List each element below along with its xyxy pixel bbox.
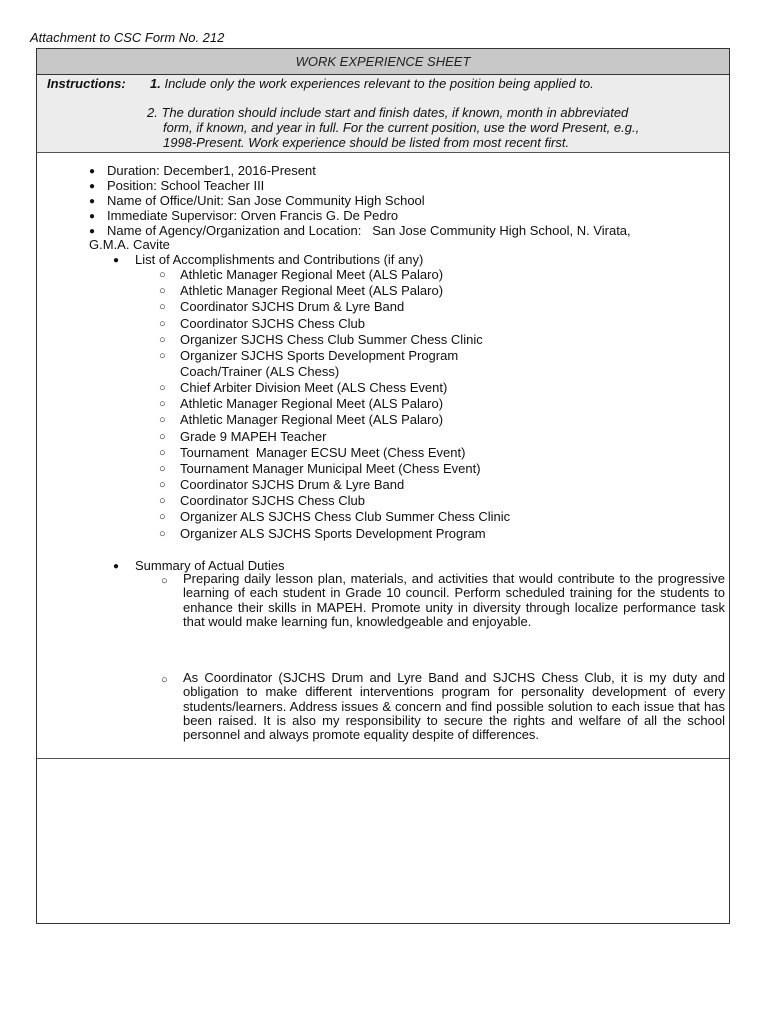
circle-bullet-icon: ○ [159, 350, 166, 362]
sheet-title: WORK EXPERIENCE SHEET [37, 49, 729, 75]
accomplishment-item: Tournament Manager Municipal Meet (Chess Event) [180, 461, 481, 476]
instruction-item-1 [150, 76, 594, 91]
detail-office: Name of Office/Unit: San Jose Community High School [107, 193, 425, 208]
accomplishment-item: Chief Arbiter Division Meet (ALS Chess Event) [180, 380, 448, 395]
accomplishments-heading: List of Accomplishments and Contributions (if any) [135, 252, 424, 267]
bullet-icon: ● [113, 255, 120, 266]
circle-bullet-icon: ○ [159, 414, 166, 426]
circle-bullet-icon: ○ [161, 575, 168, 587]
instruction-item-1-number: 1. [150, 76, 161, 91]
accomplishment-item: Organizer SJCHS Sports Development Program [180, 348, 459, 363]
accomplishment-item: Coordinator SJCHS Chess Club [180, 493, 365, 508]
accomplishment-item: Coordinator SJCHS Drum & Lyre Band [180, 477, 405, 492]
duty-paragraph-coordinator: As Coordinator (SJCHS Drum and Lyre Band and SJCHS Chess Club, it is my duty and obligation to make different interventions program for personality development of every students/learners. Address issues & concern and find possible solution to each issue that has been raised. It is also my responsibility to secure the rights and welfare of all the school personnel and always promote equality despite of differences. [183, 670, 725, 743]
circle-bullet-icon: ○ [161, 674, 168, 686]
work-experience-entry [37, 153, 729, 759]
instructions-label: Instructions: [47, 76, 126, 91]
circle-bullet-icon: ○ [159, 447, 166, 459]
duty-paragraph-teaching: Preparing daily lesson plan, materials, and activities that would contribute to the progressive learning of each student in Grade 10 council. Perform scheduled training for the students to enhance their skills in MAPEH. Promote unity in diversity through localize performance task that would make learning fun, knowledgeable and enjoyable. [183, 571, 725, 629]
detail-agency: Name of Agency/Organization and Location: San Jose Community High School, N. Virata, [107, 223, 631, 238]
bullet-icon: ● [89, 196, 96, 207]
bullet-icon: ● [89, 181, 96, 192]
bullet-icon: ● [89, 211, 96, 222]
instruction-item-1-text: Include only the work experiences relevant to the position being applied to. [164, 76, 594, 91]
accomplishment-item: Grade 9 MAPEH Teacher [180, 429, 327, 444]
accomplishment-item: Coordinator SJCHS Drum & Lyre Band [180, 299, 405, 314]
detail-duration: Duration: December1, 2016-Present [107, 163, 316, 178]
circle-bullet-icon: ○ [159, 318, 166, 330]
accomplishment-item-continued: Coach/Trainer (ALS Chess) [180, 364, 340, 379]
accomplishment-item: Organizer SJCHS Chess Club Summer Chess Clinic [180, 332, 483, 347]
empty-entry-area [37, 759, 729, 923]
detail-agency-location: G.M.A. Cavite [89, 237, 170, 252]
detail-position: Position: School Teacher III [107, 178, 265, 193]
circle-bullet-icon: ○ [159, 334, 166, 346]
accomplishment-item: Tournament Manager ECSU Meet (Chess Event) [180, 445, 466, 460]
attachment-label: Attachment to CSC Form No. 212 [30, 30, 225, 45]
accomplishment-item: Athletic Manager Regional Meet (ALS Palaro) [180, 412, 444, 427]
circle-bullet-icon: ○ [159, 431, 166, 443]
accomplishment-item: Organizer ALS SJCHS Chess Club Summer Chess Clinic [180, 509, 511, 524]
instructions-box [37, 75, 729, 153]
circle-bullet-icon: ○ [159, 382, 166, 394]
circle-bullet-icon: ○ [159, 398, 166, 410]
accomplishment-item: Athletic Manager Regional Meet (ALS Palaro) [180, 267, 444, 282]
accomplishment-item: Organizer ALS SJCHS Sports Development Program [180, 526, 486, 541]
circle-bullet-icon: ○ [159, 269, 166, 281]
accomplishment-item: Coordinator SJCHS Chess Club [180, 316, 365, 331]
bullet-icon: ● [89, 166, 96, 177]
bullet-icon: ● [113, 561, 120, 572]
circle-bullet-icon: ○ [159, 495, 166, 507]
circle-bullet-icon: ○ [159, 511, 166, 523]
circle-bullet-icon: ○ [159, 285, 166, 297]
circle-bullet-icon: ○ [159, 528, 166, 540]
accomplishment-item: Athletic Manager Regional Meet (ALS Palaro) [180, 396, 444, 411]
circle-bullet-icon: ○ [159, 301, 166, 313]
circle-bullet-icon: ○ [159, 479, 166, 491]
duties-heading: Summary of Actual Duties [135, 558, 285, 573]
bullet-icon: ● [89, 226, 96, 237]
instruction-item-2-line-2: form, if known, and year in full. For the current position, use the word Present, e.g., [163, 120, 640, 135]
instruction-item-2-line-3: 1998-Present. Work experience should be listed from most recent first. [163, 135, 570, 150]
instruction-item-2-line-1: 2. The duration should include start and finish dates, if known, month in abbreviated [147, 105, 629, 120]
accomplishment-item: Athletic Manager Regional Meet (ALS Palaro) [180, 283, 444, 298]
circle-bullet-icon: ○ [159, 463, 166, 475]
instruction-item-2 [147, 105, 725, 150]
work-experience-sheet [36, 48, 730, 924]
detail-supervisor: Immediate Supervisor: Orven Francis G. De Pedro [107, 208, 399, 223]
